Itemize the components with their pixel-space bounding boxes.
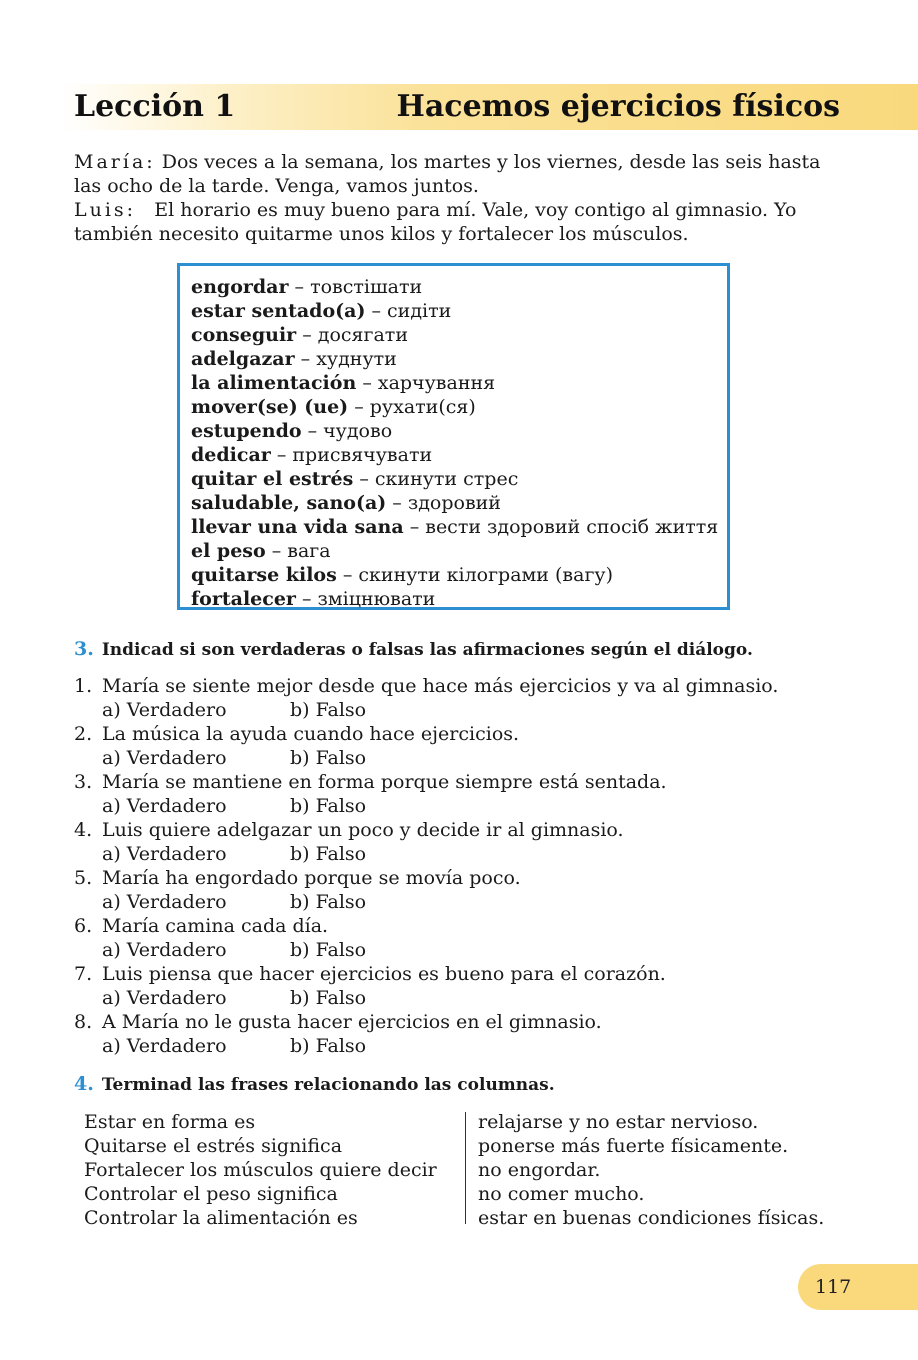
vocabulary-item — [191, 587, 727, 611]
answer-options — [74, 746, 854, 770]
question-number: 2. — [74, 723, 93, 745]
vocabulary-item — [191, 299, 727, 323]
option-false: b) Falso — [290, 747, 367, 769]
question-text: Luis piensa que hacer ejercicios es bueno para el corazón. — [102, 963, 666, 985]
vocabulary-term: fortalecer — [191, 588, 296, 610]
answer-options — [74, 986, 854, 1010]
vocabulary-box — [177, 263, 730, 610]
question-number: 7. — [74, 963, 93, 985]
vocabulary-term: quitar el estrés — [191, 468, 354, 490]
option-false: b) Falso — [290, 795, 367, 817]
option-false: b) Falso — [290, 939, 367, 961]
vocabulary-term: engordar — [191, 276, 289, 298]
vocabulary-item — [191, 323, 727, 347]
match-right-item: estar en buenas condiciones físicas. — [478, 1207, 825, 1229]
question-text: La música la ayuda cuando hace ejercicios. — [102, 723, 520, 745]
option-false: b) Falso — [290, 699, 367, 721]
page-number: 117 — [815, 1276, 852, 1298]
match-right-item: no engordar. — [478, 1159, 601, 1181]
match-right-item: no comer mucho. — [478, 1183, 645, 1205]
match-left-item: Estar en forma es — [84, 1111, 256, 1133]
exercise-3-instruction: Indicad si son verdaderas o falsas las afirmaciones según el diálogo. — [101, 640, 753, 660]
question — [74, 818, 854, 842]
dialog — [74, 150, 844, 246]
option-false: b) Falso — [290, 843, 367, 865]
match-left-item: Controlar el peso significa — [84, 1183, 338, 1205]
answer-options — [74, 938, 854, 962]
option-true: a) Verdadero — [102, 699, 227, 721]
exercise-3-number: 3. — [74, 638, 94, 660]
question — [74, 770, 854, 794]
exercise-4-number: 4. — [74, 1073, 94, 1095]
vocabulary-term: estar sentado(a) — [191, 300, 366, 322]
vocabulary-translation: – здоровий — [392, 492, 501, 514]
vocabulary-item — [191, 491, 727, 515]
vocabulary-translation: – худнути — [300, 348, 397, 370]
vocabulary-term: la alimentación — [191, 372, 357, 394]
exercise-3-questions — [74, 674, 854, 1058]
option-true: a) Verdadero — [102, 843, 227, 865]
lesson-title: Hacemos ejercicios físicos — [396, 89, 840, 124]
question-text: María camina cada día. — [102, 915, 329, 937]
vocabulary-translation: – скинути стрес — [359, 468, 519, 490]
dialog-text: El horario es muy bueno para mí. Vale, voy contigo al gimnasio. Yo también necesito quitarme unos kilos y fortalecer los músculos. — [74, 199, 797, 245]
vocabulary-translation: – вести здоровий спосіб життя — [409, 516, 719, 538]
question — [74, 914, 854, 938]
exercise-4-title — [74, 1073, 555, 1095]
vocabulary-term: llevar una vida sana — [191, 516, 404, 538]
vocabulary-term: dedicar — [191, 444, 271, 466]
match-left-item: Controlar la alimentación es — [84, 1207, 358, 1229]
dialog-speaker: María: — [74, 151, 156, 173]
vocabulary-term: saludable, sano(a) — [191, 492, 387, 514]
dialog-line — [74, 198, 844, 246]
question-number: 3. — [74, 771, 93, 793]
vocabulary-item — [191, 371, 727, 395]
option-false: b) Falso — [290, 1035, 367, 1057]
option-true: a) Verdadero — [102, 1035, 227, 1057]
vocabulary-translation: – досягати — [302, 324, 408, 346]
answer-options — [74, 794, 854, 818]
question-number: 5. — [74, 867, 93, 889]
vocabulary-translation: – вага — [271, 540, 331, 562]
question-number: 4. — [74, 819, 93, 841]
vocabulary-term: quitarse kilos — [191, 564, 337, 586]
column-divider — [465, 1112, 466, 1224]
question — [74, 674, 854, 698]
match-right-column — [478, 1110, 878, 1230]
vocabulary-translation: – рухати(ся) — [354, 396, 476, 418]
vocabulary-item — [191, 275, 727, 299]
option-false: b) Falso — [290, 987, 367, 1009]
vocabulary-term: estupendo — [191, 420, 302, 442]
dialog-text: Dos veces a la semana, los martes y los viernes, desde las seis hasta las ocho de la tarde. Venga, vamos juntos. — [74, 151, 821, 197]
vocabulary-translation: – присвячувати — [276, 444, 433, 466]
vocabulary-item — [191, 467, 727, 491]
match-right-item: ponerse más fuerte físicamente. — [478, 1135, 789, 1157]
question-text: María se mantiene en forma porque siempre está sentada. — [102, 771, 667, 793]
vocabulary-item — [191, 395, 727, 419]
exercise-4-instruction: Terminad las frases relacionando las columnas. — [101, 1075, 555, 1095]
vocabulary-item — [191, 539, 727, 563]
question-number: 8. — [74, 1011, 93, 1033]
option-true: a) Verdadero — [102, 939, 227, 961]
vocabulary-translation: – харчування — [362, 372, 496, 394]
match-left-column — [84, 1110, 464, 1230]
question-text: A María no le gusta hacer ejercicios en el gimnasio. — [102, 1011, 602, 1033]
question-text: María ha engordado porque se movía poco. — [102, 867, 521, 889]
vocabulary-translation: – чудово — [307, 420, 393, 442]
option-false: b) Falso — [290, 891, 367, 913]
vocabulary-translation: – товстішати — [294, 276, 423, 298]
vocabulary-term: adelgazar — [191, 348, 295, 370]
vocabulary-term: conseguir — [191, 324, 297, 346]
option-true: a) Verdadero — [102, 891, 227, 913]
vocabulary-translation: – зміцнювати — [301, 588, 436, 610]
vocabulary-item — [191, 443, 727, 467]
question — [74, 866, 854, 890]
question-text: María se siente mejor desde que hace más ejercicios y va al gimnasio. — [102, 675, 779, 697]
option-true: a) Verdadero — [102, 747, 227, 769]
vocabulary-item — [191, 347, 727, 371]
dialog-line — [74, 150, 844, 198]
vocabulary-item — [191, 563, 727, 587]
answer-options — [74, 890, 854, 914]
match-left-item: Fortalecer los músculos quiere decir — [84, 1159, 437, 1181]
lesson-label: Lección 1 — [74, 89, 236, 124]
option-true: a) Verdadero — [102, 795, 227, 817]
vocabulary-item — [191, 419, 727, 443]
match-left-item: Quitarse el estrés significa — [84, 1135, 343, 1157]
question-text: Luis quiere adelgazar un poco y decide ir al gimnasio. — [102, 819, 624, 841]
answer-options — [74, 698, 854, 722]
question-number: 1. — [74, 675, 93, 697]
question — [74, 722, 854, 746]
question — [74, 962, 854, 986]
question-number: 6. — [74, 915, 93, 937]
answer-options — [74, 1034, 854, 1058]
vocabulary-item — [191, 515, 727, 539]
vocabulary-translation: – сидіти — [371, 300, 452, 322]
option-true: a) Verdadero — [102, 987, 227, 1009]
dialog-speaker: Luis: — [74, 199, 137, 221]
question — [74, 1010, 854, 1034]
answer-options — [74, 842, 854, 866]
match-right-item: relajarse y no estar nervioso. — [478, 1111, 759, 1133]
vocabulary-term: mover(se) (ue) — [191, 396, 349, 418]
exercise-3-title — [74, 638, 753, 660]
vocabulary-term: el peso — [191, 540, 266, 562]
vocabulary-translation: – скинути кілограми (вагу) — [342, 564, 613, 586]
